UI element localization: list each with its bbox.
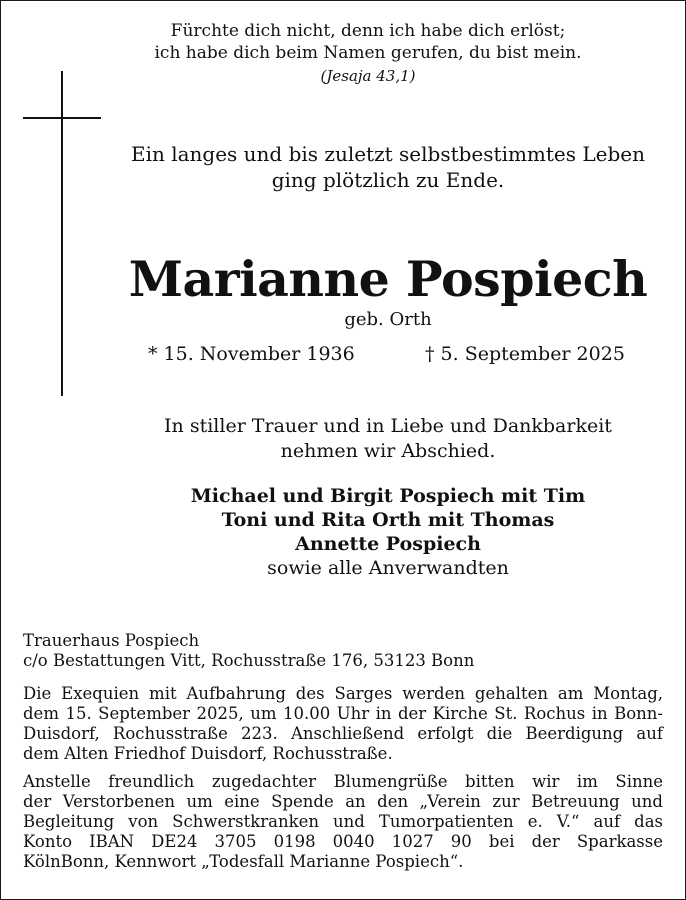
donation-line: KölnBonn, Kennwort „Todesfall Marianne Pospiech“. <box>23 852 464 871</box>
donation-request <box>23 772 663 872</box>
bible-verse <box>118 20 618 64</box>
mourning-line: nehmen wir Abschied. <box>280 440 496 462</box>
donation-line: Konto IBAN DE24 3705 0198 0040 1027 90 bei der Sparkasse <box>23 832 663 851</box>
birth-date: * 15. November 1936 <box>148 343 355 365</box>
donation-line: der Verstorbenen um eine Spende an den „Verein zur Betreuung und <box>23 792 663 811</box>
mourning-line: In stiller Trauer und in Liebe und Dankbarkeit <box>164 415 612 437</box>
family-member: Annette Pospiech <box>295 533 481 555</box>
verse-line: Fürchte dich nicht, denn ich habe dich erlöst; <box>170 21 566 41</box>
relatives-line: sowie alle Anverwandten <box>267 557 509 579</box>
address-line: c/o Bestattungen Vitt, Rochusstraße 176, 53123 Bonn <box>23 651 475 670</box>
death-date: † 5. September 2025 <box>425 343 625 365</box>
family-signatures <box>118 484 658 580</box>
cross-icon <box>61 71 63 396</box>
service-line: dem 15. September 2025, um 10.00 Uhr in der Kirche St. Rochus in Bonn- <box>23 704 663 723</box>
donation-line: Begleitung von Schwerstkranken und Tumorpatienten e. V.“ auf das <box>23 812 663 831</box>
mourning-text <box>118 414 658 464</box>
intro-text <box>118 141 658 193</box>
address-line: Trauerhaus Pospiech <box>23 631 200 650</box>
verse-line: ich habe dich beim Namen gerufen, du bist mein. <box>154 43 582 63</box>
deceased-name: Marianne Pospiech <box>128 250 648 308</box>
family-member: Michael und Birgit Pospiech mit Tim <box>190 485 586 507</box>
birth-name: geb. Orth <box>344 309 432 330</box>
service-line: Die Exequien mit Aufbahrung des Sarges werden gehalten am Montag, <box>23 684 663 703</box>
intro-line: ging plötzlich zu Ende. <box>271 168 505 192</box>
intro-line: Ein langes und bis zuletzt selbstbestimmtes Leben <box>130 142 646 166</box>
family-member: Toni und Rita Orth mit Thomas <box>221 509 555 531</box>
cross-icon-bar <box>23 117 101 119</box>
mourning-house-address <box>23 631 663 671</box>
funeral-service-info <box>23 684 663 764</box>
service-line: dem Alten Friedhof Duisdorf, Rochusstraße. <box>23 744 393 763</box>
verse-reference: (Jesaja 43,1) <box>320 67 416 85</box>
service-line: Duisdorf, Rochusstraße 223. Anschließend erfolgt die Beerdigung auf <box>23 724 663 743</box>
donation-line: Anstelle freundlich zugedachter Blumengrüße bitten wir im Sinne <box>23 772 663 791</box>
